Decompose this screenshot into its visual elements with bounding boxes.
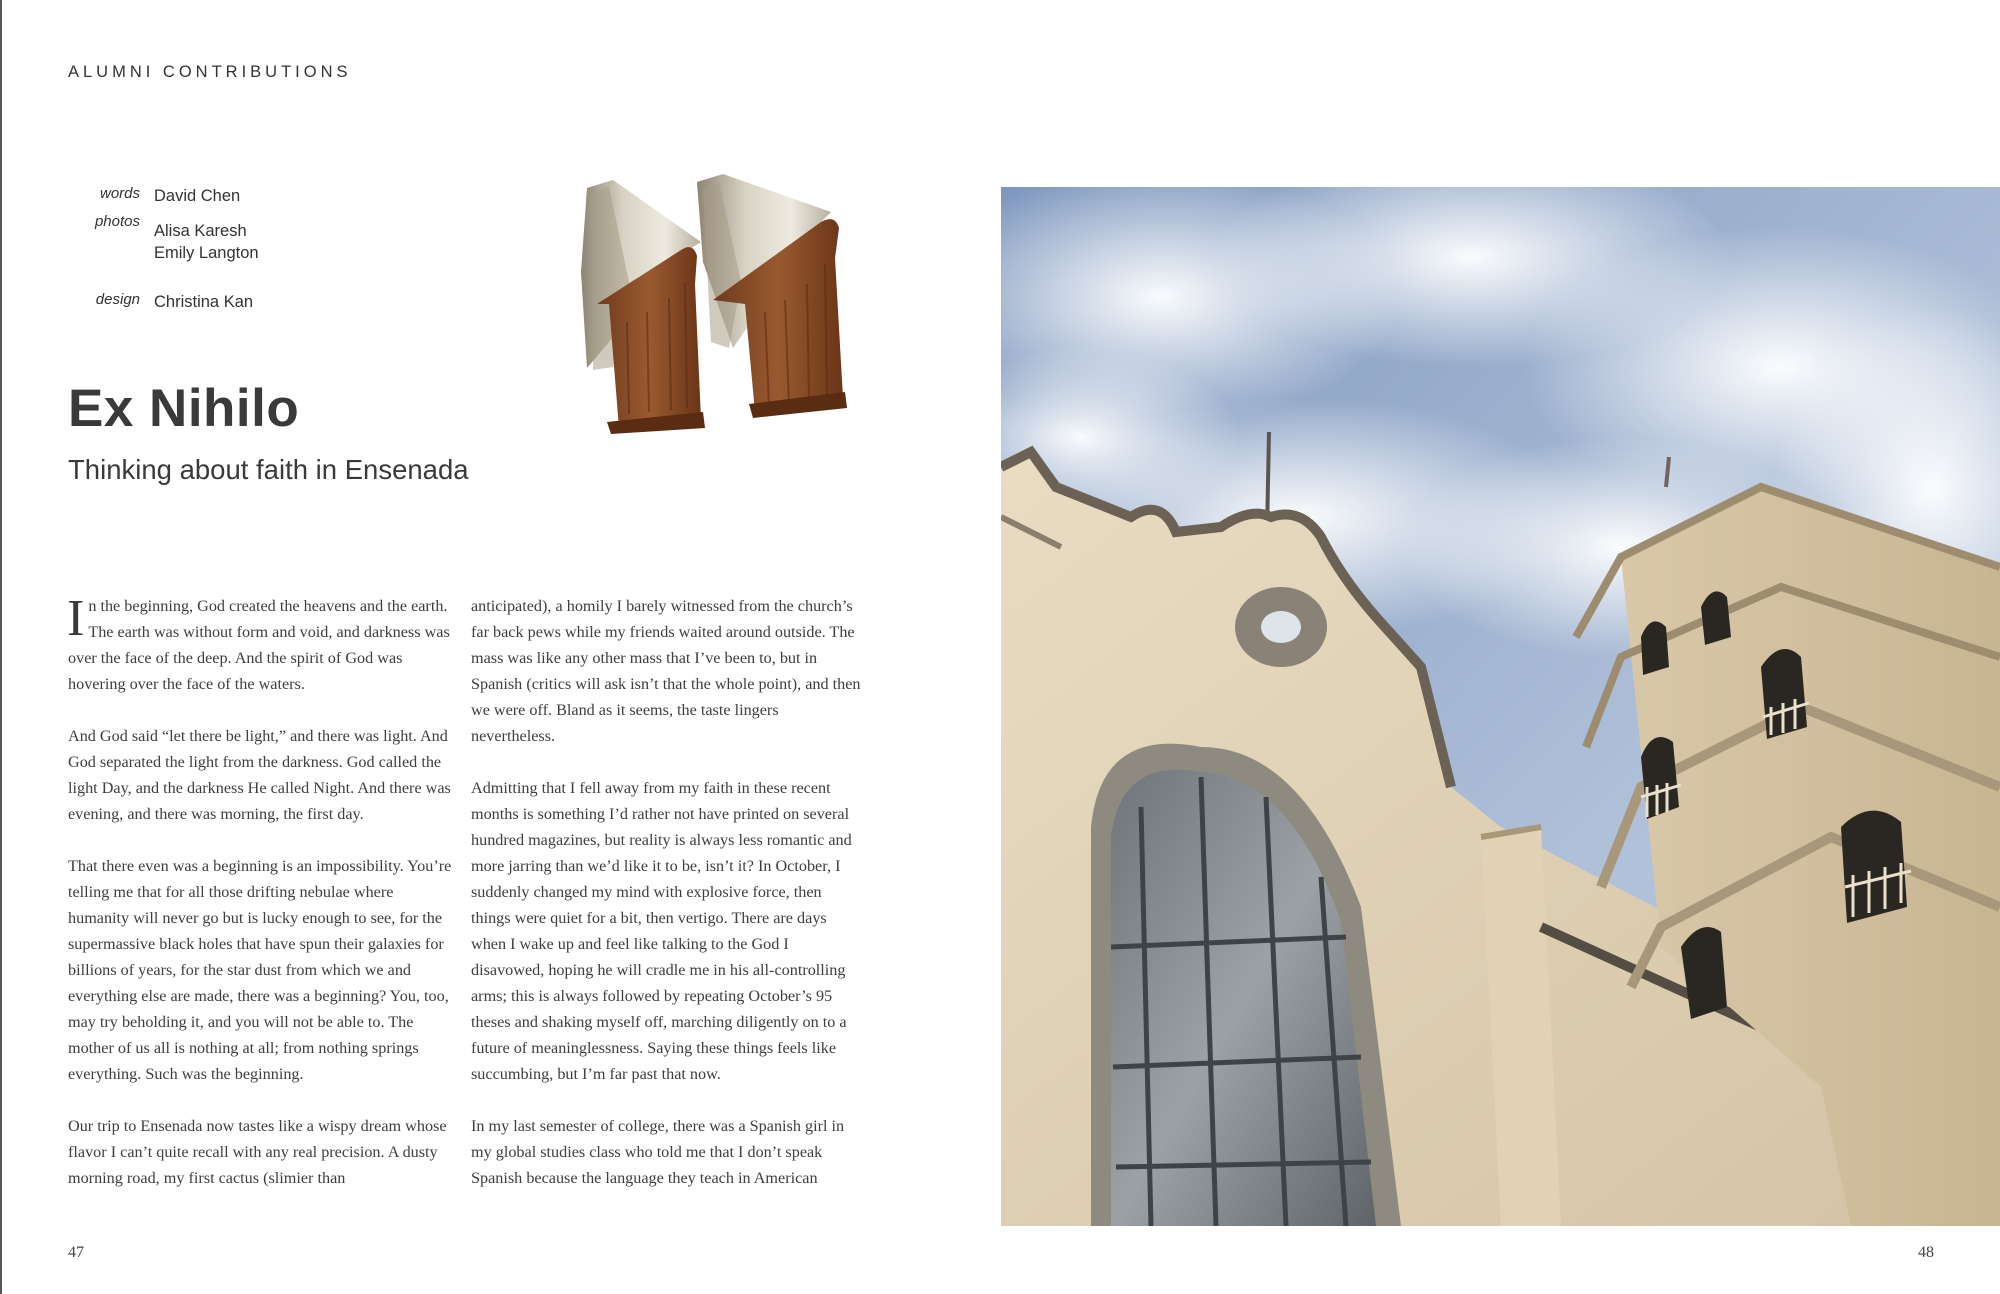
body-column-right: [471, 593, 863, 1217]
credit-words: [68, 185, 240, 207]
paragraph: anticipated), a homily I barely witnessed from the church’s far back pews while my friends waited around outside. The mass was like any other mass that I’ve been to, but in Spanish (critics will ask isn’t that the whole point), and then we were off. Bland as it seems, the taste lingers nevertheless.: [471, 597, 861, 745]
drop-cap: I: [67, 590, 85, 647]
pews-illustration: [573, 172, 893, 444]
paragraph: In my last semester of college, there was a Spanish girl in my global studies class who told me that I don’t speak Spanish because the language they teach in American: [471, 1117, 845, 1187]
credit-role: words: [99, 185, 140, 202]
credit-role: design: [95, 291, 140, 308]
article-subtitle: Thinking about faith in Ensenada: [68, 454, 469, 485]
paragraph: Admitting that I fell away from my faith in these recent months is something I’d rather not have printed on several hundred magazines, but reality is always less romantic and more jarring than we’d like it to be, isn’t it? In October, I suddenly changed my mind with explosive force, then things were quiet for a bit, then vertigo. There are days when I wake up and feel like talking to the God I disavowed, hoping he will cradle me in his all-controlling arms; this is always followed by repeating October’s 95 theses and shaking myself off, marching diligently on to a future of meaninglessness. Saying these things feels like succumbing, but I’m far past that now.: [471, 779, 852, 1083]
credit-name: Emily Langton: [154, 244, 259, 262]
paragraph: That there even was a beginning is an impossibility. You’re telling me that for all those drifting nebulae where humanity will never go but is lucky enough to see, for the supermassive black holes that have spun their galaxies for billions of years, for the star dust from which we and everything else are made, there was a beginning? You, too, may try beholding it, and you will not be able to. The mother of us all is nothing at all; from nothing springs everything. Such was the beginning.: [68, 857, 452, 1083]
article-title: Ex Nihilo: [68, 379, 300, 438]
credit-name: David Chen: [154, 187, 241, 205]
church-photo: [1001, 187, 2000, 1226]
credit-photos: [68, 213, 259, 264]
credit-name: Alisa Karesh: [154, 222, 247, 240]
credit-name: Christina Kan: [154, 293, 254, 311]
body-column-left: [67, 590, 453, 1217]
section-label: ALUMNI CONTRIBUTIONS: [68, 63, 352, 81]
page-number-right: 48: [1918, 1244, 1934, 1261]
credit-design: [68, 291, 253, 313]
paragraph: And God said “let there be light,” and there was light. And God separated the light from the darkness. God called the light Day, and the darkness He called Night. And there was evening, and there was morning, the first day.: [68, 727, 451, 823]
credit-role: photos: [94, 213, 140, 230]
paragraph: In the beginning, God created the heavens and the earth. The earth was without form and void, and darkness was over the face of the deep. And the spirit of God was hovering over the face of the waters.: [67, 590, 450, 693]
page-edge: [0, 0, 2, 1294]
paragraph: Our trip to Ensenada now tastes like a wispy dream whose flavor I can’t quite recall with any real precision. A dusty morning road, my first cactus (slimier than: [68, 1117, 447, 1187]
page-number-left: 47: [68, 1244, 84, 1261]
